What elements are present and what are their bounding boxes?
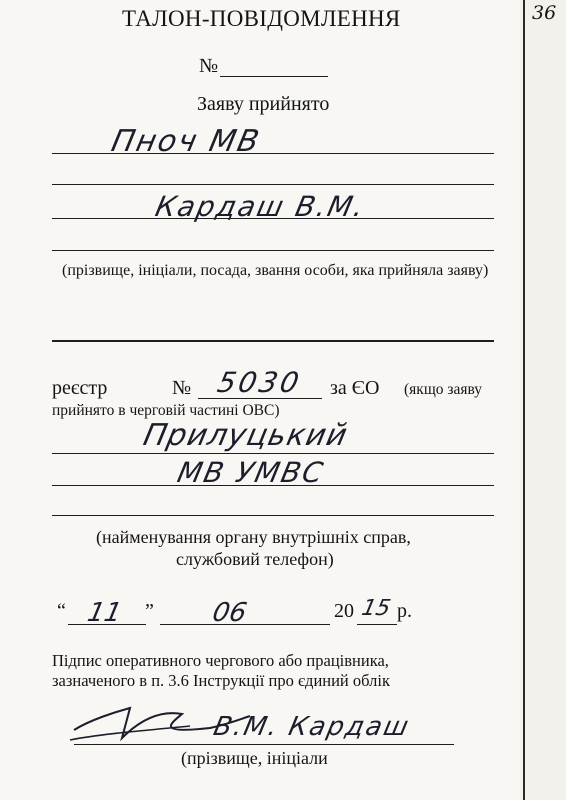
- registry-label: реєстр: [52, 377, 108, 399]
- date-year-line: [357, 624, 397, 625]
- organ-caption-line-1: (найменування органу внутрішніх справ,: [96, 527, 411, 547]
- accepted-by-line-3: [52, 218, 494, 219]
- organ-line-1: [52, 453, 494, 454]
- date-month: 06: [209, 598, 250, 628]
- number-line: [220, 76, 328, 77]
- date-month-line: [160, 624, 330, 625]
- accepted-by-caption: (прізвище, ініціали, посада, звання особи, яка прийняла заяву): [62, 262, 489, 279]
- signature-caption-line-1: Підпис оперативного чергового або працівника,: [52, 651, 389, 670]
- accepted-by-handwriting-2: Кардаш В.М.: [152, 190, 369, 223]
- eo-note: (якщо заяву: [404, 381, 483, 398]
- accepted-by-line-2: [52, 184, 494, 185]
- accepted-by-handwriting-1: Пноч МВ: [108, 124, 264, 159]
- accepted-by-line-1: [52, 153, 494, 154]
- date-day: 11: [84, 598, 125, 628]
- organ-handwriting-2: МВ УМВС: [174, 456, 328, 489]
- eo-label: за ЄО: [330, 377, 380, 399]
- organ-handwriting-1: Прилуцький: [140, 418, 351, 453]
- signer-name-handwriting: В.М. Кардаш: [210, 712, 413, 742]
- date-year-suffix: 15: [359, 596, 393, 621]
- page-number: 36: [532, 2, 557, 24]
- form-title: ТАЛОН-ПОВІДОМЛЕННЯ: [122, 6, 401, 31]
- number-label: №: [199, 55, 219, 77]
- signer-name-line: [74, 744, 454, 745]
- eo-note-continued: прийнято в черговій частині ОВС): [52, 402, 280, 419]
- page-edge-divider: [523, 0, 525, 800]
- date-year-prefix: 20: [334, 600, 354, 622]
- accepted-label: Заяву прийнято: [197, 93, 330, 115]
- registry-number: 5030: [214, 366, 305, 399]
- date-day-line: [68, 624, 146, 625]
- accepted-by-line-4: [52, 250, 494, 251]
- registry-no-label: №: [172, 377, 192, 399]
- signature-caption-line-2: зазначеного в п. 3.6 Інструкції про єдиний облік: [52, 671, 390, 690]
- date-year-unit: р.: [397, 600, 412, 622]
- organ-caption-line-2: службовий телефон): [176, 549, 334, 569]
- registry-number-line: [198, 398, 322, 399]
- date-open-quote: “: [57, 600, 66, 622]
- signer-caption: (прізвище, ініціали: [181, 748, 328, 768]
- blank-line: [52, 340, 494, 342]
- organ-line-2: [52, 485, 494, 486]
- date-close-quote: ”: [145, 600, 154, 622]
- organ-line-3: [52, 515, 494, 516]
